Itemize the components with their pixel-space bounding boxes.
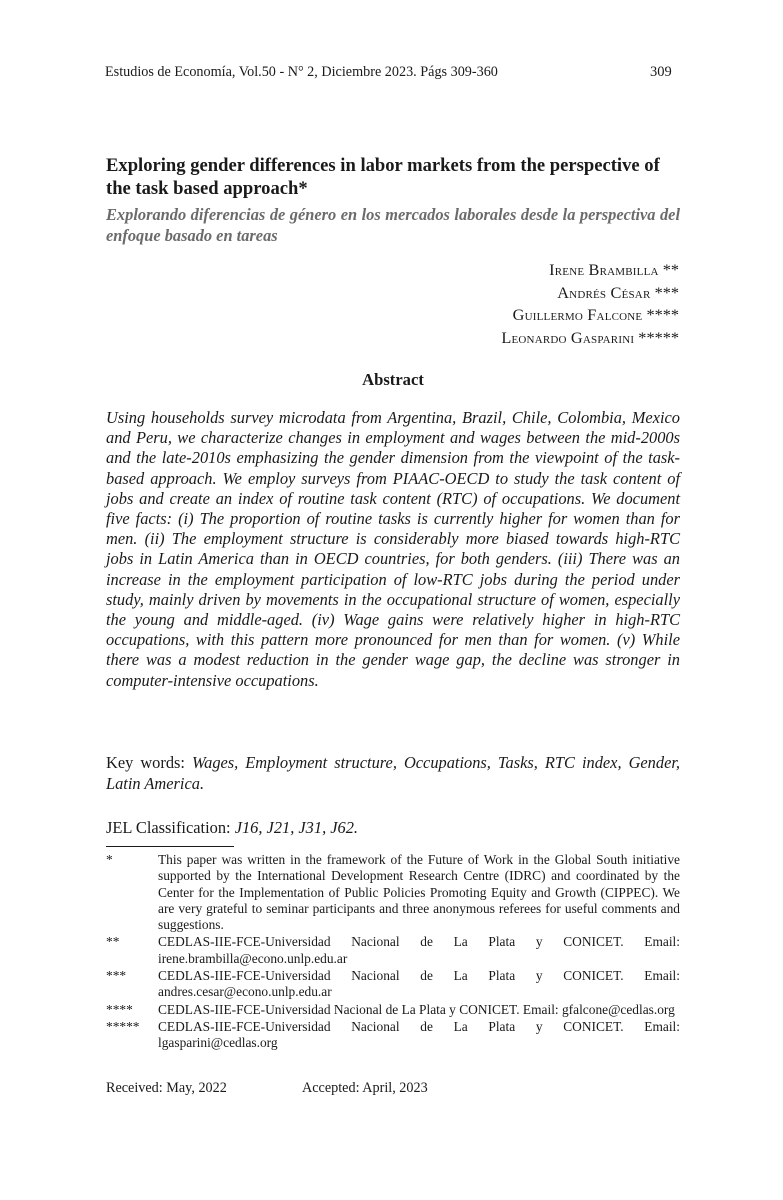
- footnote: [106, 968, 680, 1001]
- author-mark: *****: [638, 327, 679, 347]
- footnote-mark: ****: [106, 1001, 133, 1017]
- author-mark: ***: [654, 282, 679, 302]
- author-name: Irene Brambilla: [549, 260, 659, 279]
- keywords-value: Wages, Employment structure, Occupations, Tasks, RTC index, Gender, Latin America.: [106, 753, 681, 793]
- keywords-label: Key words:: [106, 753, 192, 772]
- footnote-text: CEDLAS-IIE-FCE-Universidad Nacional de La Plata y CONICET. Email: irene.brambilla@econo.unlp.edu.ar: [158, 934, 680, 966]
- footnote-divider: [106, 846, 234, 847]
- accepted-date: Accepted: April, 2023: [302, 1080, 428, 1096]
- footnote-text: CEDLAS-IIE-FCE-Universidad Nacional de La Plata y CONICET. Email: andres.cesar@econo.unlp.edu.ar: [158, 968, 680, 1000]
- author-line: [501, 259, 679, 282]
- author-line: [501, 304, 679, 327]
- footnote-text: CEDLAS-IIE-FCE-Universidad Nacional de La Plata y CONICET. Email: gfalcone@cedlas.org: [158, 1001, 675, 1017]
- jel-classification: [106, 818, 358, 838]
- author-list: [501, 259, 679, 349]
- footnote-mark: ***: [106, 968, 127, 984]
- footnote: [106, 1019, 680, 1052]
- jel-value: J16, J21, J31, J62.: [234, 818, 359, 837]
- author-mark: ****: [646, 305, 679, 324]
- footnote: [106, 934, 680, 967]
- paper-title: Exploring gender differences in labor markets from the perspective of the task based approach*: [106, 155, 660, 199]
- page-number: 309: [650, 64, 672, 80]
- footnotes: [106, 852, 680, 1053]
- jel-label: JEL Classification:: [106, 818, 235, 837]
- received-date: Received: May, 2022: [106, 1080, 227, 1096]
- footnote: [106, 852, 680, 933]
- author-line: [501, 327, 679, 350]
- author-name: Leonardo Gasparini: [501, 327, 635, 347]
- author-line: [501, 282, 679, 305]
- paper-subtitle: Explorando diferencias de género en los mercados laborales desde la perspectiva del enfoque basado en tareas: [106, 205, 680, 245]
- abstract-text: Using households survey microdata from Argentina, Brazil, Chile, Colombia, Mexico and Peru, we characterize changes in employment and wages between the mid-2000s and the late-2010s emphasizing the gender dimension from the viewpoint of the task-based approach. We employ surveys from PIAAC-OECD to study the task content of jobs and create an index of routine task content (RTC) of occupations. We document five facts: (i) The proportion of routine tasks is currently higher for women than for men. (ii) The employment structure is considerably more biased towards high-RTC jobs in Latin America than in OECD countries, for both genders. (iii) There was an increase in the employment participation of low-RTC jobs during the period under study, mainly driven by movements in the occupational structure of women, especially the young and middle-aged. (iv) Wage gains were relatively higher in high-RTC occupations, with this pattern more pronounced for men than for women. (v) While there was a modest reduction in the gender wage gap, the decline was stronger in computer-intensive occupations.: [106, 408, 680, 690]
- footnote-mark: **: [106, 934, 120, 950]
- footnote-mark: *****: [106, 1018, 140, 1034]
- footnote-text: This paper was written in the framework of the Future of Work in the Global South initiative supported by the International Development Research Centre (IDRC) and coordinated by the Center for the Implementation of Public Policies Promoting Equity and Growth (CIPPEC). We are very grateful to seminar participants and three anonymous referees for useful comments and suggestions.: [158, 852, 680, 933]
- keywords: [106, 752, 680, 794]
- author-name: Guillermo Falcone: [512, 305, 643, 324]
- footnote: [106, 1002, 680, 1018]
- footnote-text: CEDLAS-IIE-FCE-Universidad Nacional de La Plata y CONICET. Email: lgasparini@cedlas.org: [158, 1018, 680, 1051]
- author-mark: **: [662, 260, 679, 279]
- running-head: Estudios de Economía, Vol.50 - N° 2, Diciembre 2023. Págs 309-360: [105, 64, 498, 80]
- author-name: Andrés César: [557, 282, 651, 302]
- abstract-heading: Abstract: [362, 370, 424, 389]
- footnote-mark: *: [106, 852, 113, 867]
